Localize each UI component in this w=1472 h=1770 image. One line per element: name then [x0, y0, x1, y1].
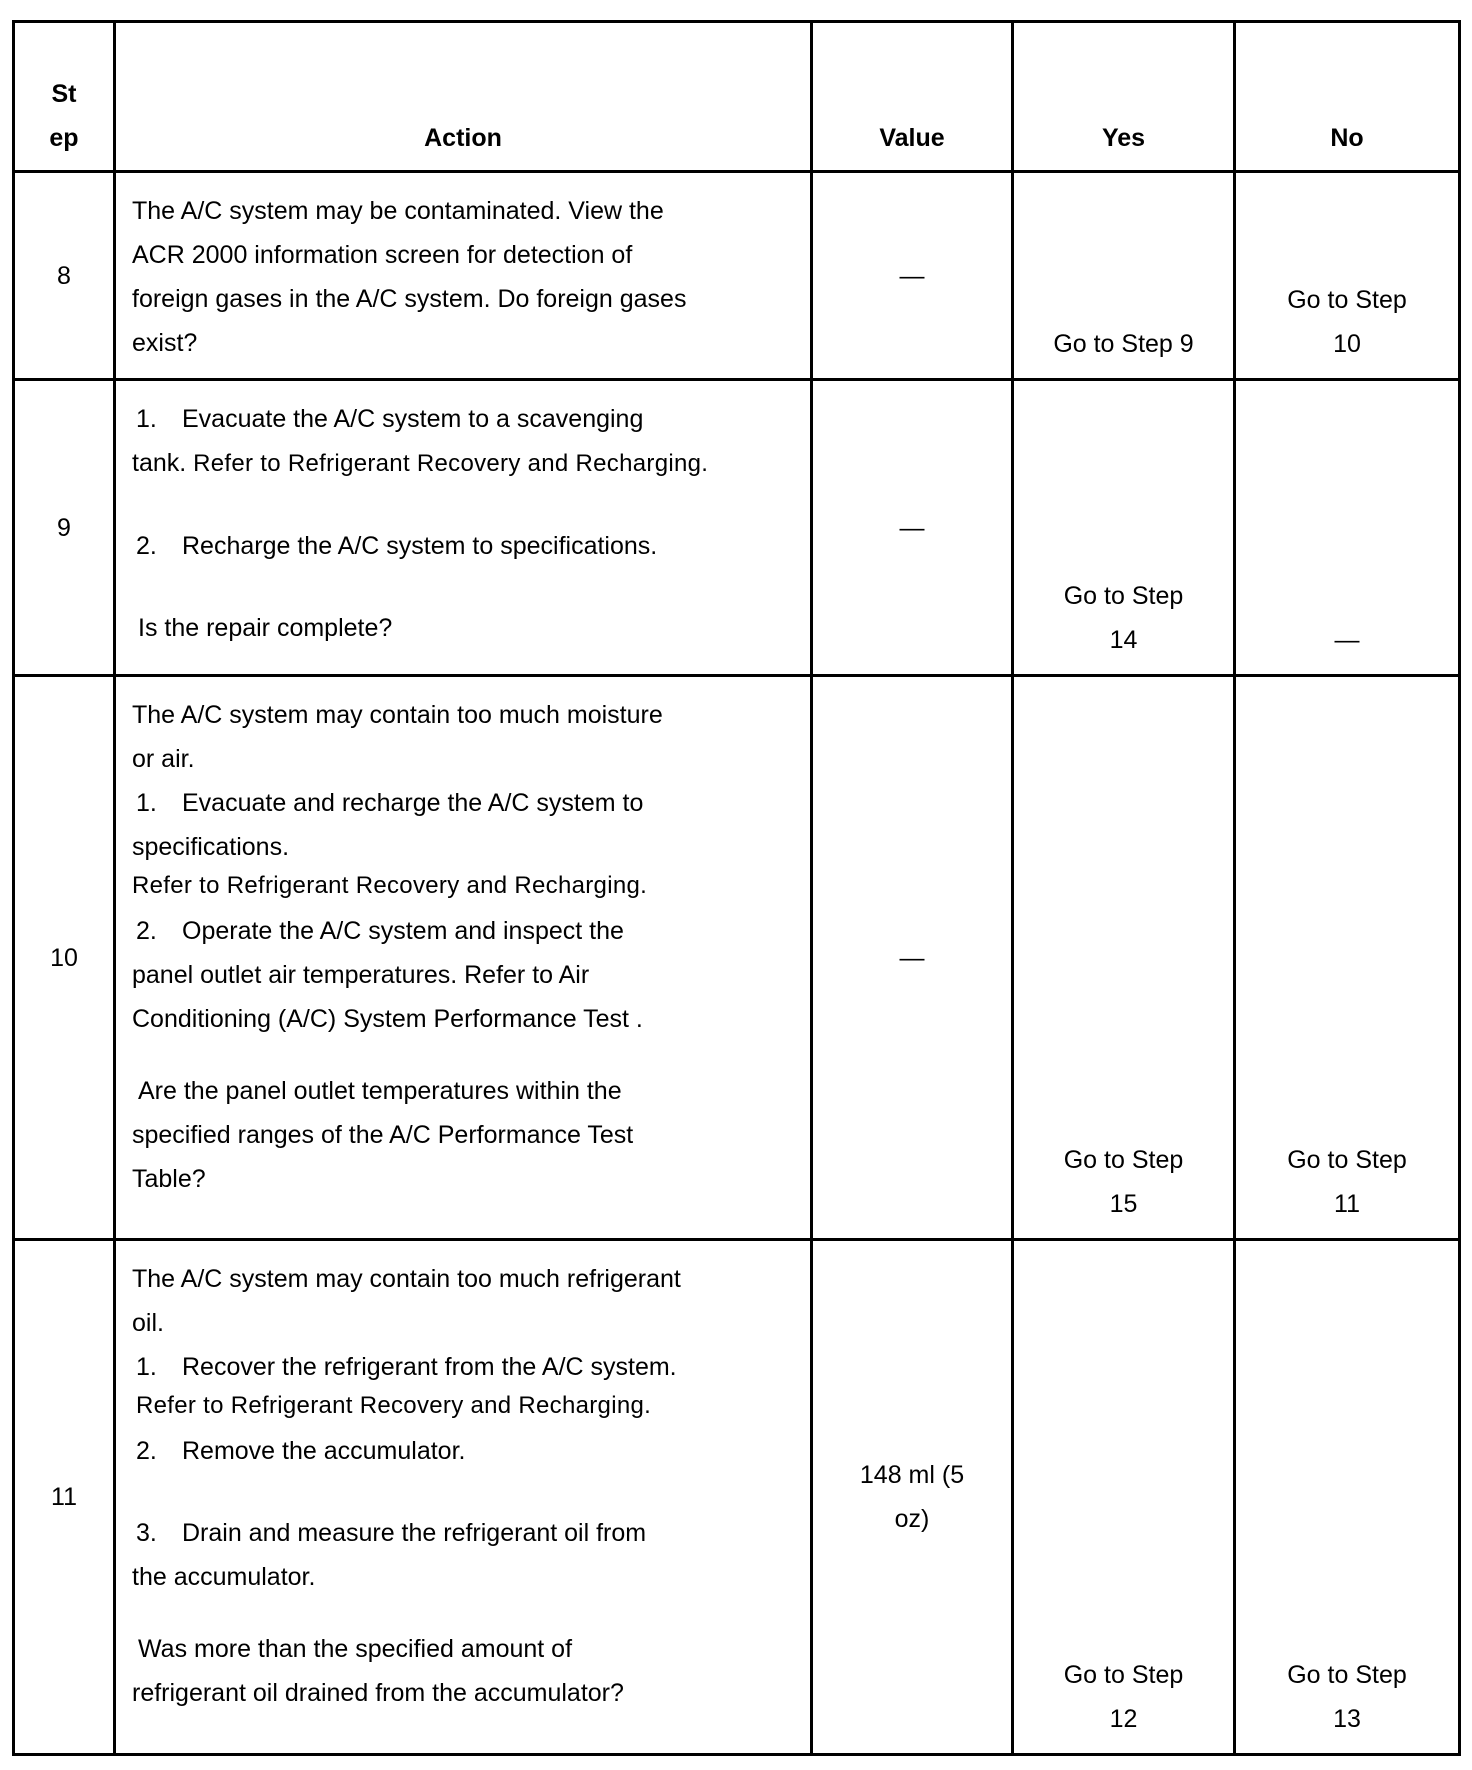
action-cell: 1. Evacuate the A/C system to a scavenging tank. Refer to Refrigerant Recovery and Recharging. 2. Recharge the A/C system to specifications. Is the repair complete?	[115, 380, 812, 676]
refrigerant-recovery-link[interactable]: Refer to Refrigerant Recovery and Recharging.	[136, 1392, 652, 1419]
action-step-1: 1. Evacuate the A/C system to a scavenging	[136, 405, 644, 433]
performance-test-link[interactable]: Conditioning (A/C) System Performance Test .	[132, 1005, 643, 1033]
action-step-2: 2. Remove the accumulator.	[136, 1437, 466, 1465]
header-no: No	[1235, 22, 1460, 172]
step-number: 9	[14, 380, 115, 676]
action-question: Is the repair complete?	[138, 614, 393, 642]
no-cell: Go to Step 11	[1235, 676, 1460, 1240]
header-row	[14, 22, 1460, 172]
action-text: ACR 2000 information screen for detection of	[132, 241, 633, 269]
action-step-2: 2. Recharge the A/C system to specifications.	[136, 532, 658, 560]
yes-cell: Go to Step 14	[1013, 380, 1235, 676]
action-question: Was more than the specified amount of	[138, 1635, 573, 1663]
header-step: St ep	[14, 22, 115, 172]
refrigerant-recovery-link[interactable]: Refer to Refrigerant Recovery and Recharging.	[193, 450, 709, 477]
yes-cell: Go to Step 12	[1013, 1240, 1235, 1755]
step-number: 11	[14, 1240, 115, 1755]
table-row	[14, 676, 1460, 1240]
no-cell: Go to Step 13	[1235, 1240, 1460, 1755]
table-row	[14, 172, 1460, 380]
action-step-1: 1. Recover the refrigerant from the A/C system.	[136, 1353, 677, 1381]
yes-cell: Go to Step 9	[1013, 172, 1235, 380]
table-row	[14, 1240, 1460, 1755]
header-value: Value	[812, 22, 1013, 172]
action-cell	[115, 172, 812, 380]
step-number: 10	[14, 676, 115, 1240]
action-question: Are the panel outlet temperatures within the	[138, 1077, 622, 1105]
header-action: Action	[115, 22, 812, 172]
action-cell: The A/C system may contain too much moisture or air. 1. Evacuate and recharge the A/C system to specifications. Refer to Refrigerant Recovery and Recharging. 2. Operate the A/C system and inspect the panel outlet air temperatures. Refer to Air Conditioning (A/C) System Performance Test . Are the panel outlet temperatures within the specified ranges of the A/C Performance Test Table?	[115, 676, 812, 1240]
action-step-3: 3. Drain and measure the refrigerant oil from	[136, 1519, 647, 1547]
action-text: The A/C system may be contaminated. View the	[132, 197, 664, 225]
action-cell: The A/C system may contain too much refrigerant oil. 1. Recover the refrigerant from the A/C system. Refer to Refrigerant Recovery and Recharging. 2. Remove the accumulator. 3. Drain and measure the refrigerant oil from the accumulator. Was more than the specified amount of refrigerant oil drained from the accumulator?	[115, 1240, 812, 1755]
value-cell: —	[812, 676, 1013, 1240]
refrigerant-recovery-link[interactable]: Refer to Refrigerant Recovery and Recharging.	[132, 872, 648, 899]
action-step-1: 1. Evacuate and recharge the A/C system to	[136, 789, 644, 817]
no-cell: Go to Step 10	[1235, 172, 1460, 380]
diagnostic-table	[12, 20, 1461, 1756]
step-number: 8	[14, 172, 115, 380]
table-row	[14, 380, 1460, 676]
action-step-2: 2. Operate the A/C system and inspect the	[136, 917, 624, 945]
no-cell: —	[1235, 380, 1460, 676]
header-yes: Yes	[1013, 22, 1235, 172]
action-text: exist?	[132, 329, 198, 357]
value-cell: 148 ml (5 oz)	[812, 1240, 1013, 1755]
yes-cell: Go to Step 15	[1013, 676, 1235, 1240]
action-text: foreign gases in the A/C system. Do foreign gases	[132, 285, 687, 313]
diagnostic-table-page	[12, 20, 1458, 1753]
value-cell: —	[812, 172, 1013, 380]
value-cell: —	[812, 380, 1013, 676]
